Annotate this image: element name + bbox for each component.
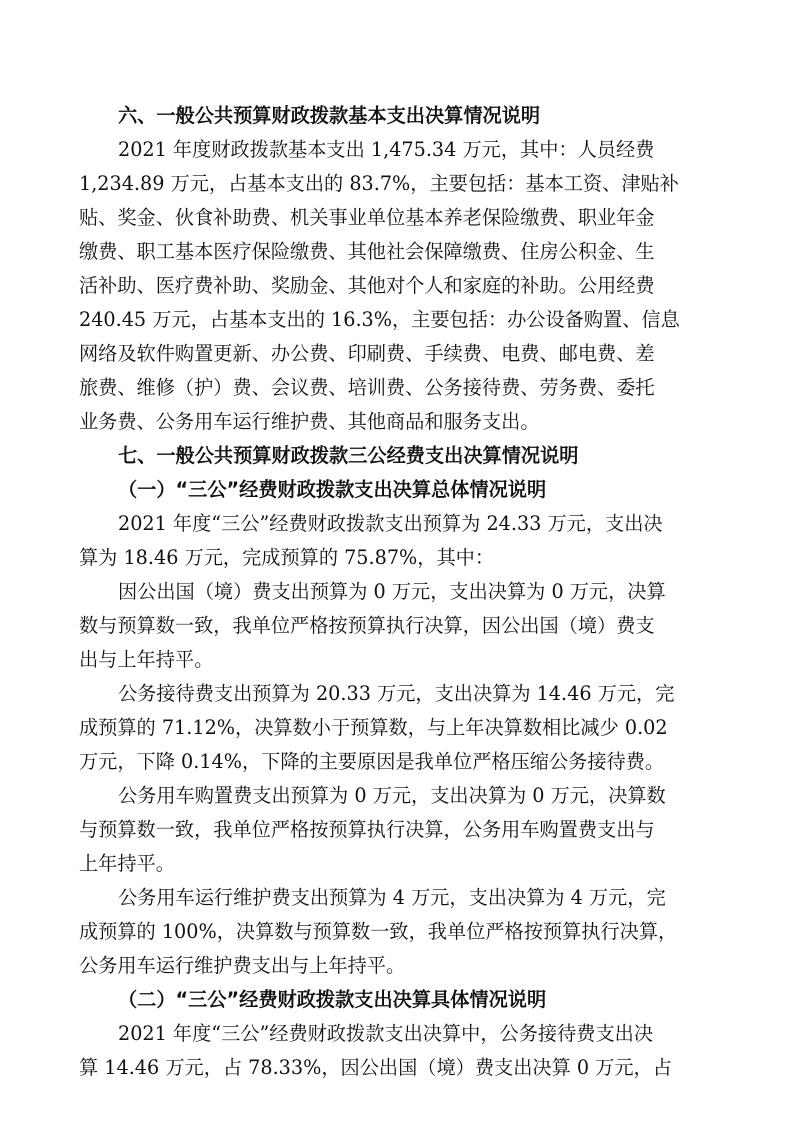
section-heading-7: 七、一般公共预算财政拨款三公经费支出决算情况说明 xyxy=(118,444,579,467)
paragraph-line: 出与上年持平。 xyxy=(79,648,214,671)
paragraph-line: 240.45 万元，占基本支出的 16.3%，主要包括：办公设备购置、信息 xyxy=(79,308,680,331)
section-heading-6: 六、一般公共预算财政拨款基本支出决算情况说明 xyxy=(118,104,541,127)
paragraph-line: 业务费、公务用车运行维护费、其他商品和服务支出。 xyxy=(79,410,540,433)
paragraph-line: 2021 年度“三公”经费财政拨款支出预算为 24.33 万元，支出决 xyxy=(118,512,663,535)
paragraph-line: 数与预算数一致，我单位严格按预算执行决算，因公出国（境）费支 xyxy=(79,614,655,637)
paragraph-line: 公务接待费支出预算为 20.33 万元，支出决算为 14.46 万元，完 xyxy=(118,682,675,705)
paragraph-line: 与预算数一致，我单位严格按预算执行决算，公务用车购置费支出与 xyxy=(79,818,655,841)
paragraph-line: 公务用车购置费支出预算为 0 万元，支出决算为 0 万元，决算数 xyxy=(118,784,666,807)
paragraph-line: 成预算的 71.12%，决算数小于预算数，与上年决算数相比减少 0.02 xyxy=(79,716,668,739)
paragraph-line: 公务用车运行维护费支出与上年持平。 xyxy=(79,954,406,977)
paragraph-line: 算为 18.46 万元，完成预算的 75.87%，其中： xyxy=(79,546,495,569)
paragraph-line: 因公出国（境）费支出预算为 0 万元，支出决算为 0 万元，决算 xyxy=(118,580,666,603)
paragraph-line: 2021 年度财政拨款基本支出 1,475.34 万元，其中：人员经费 xyxy=(118,138,655,161)
subsection-heading-2: （二）“三公”经费财政拨款支出决算具体情况说明 xyxy=(118,988,547,1011)
paragraph-line: 2021 年度“三公”经费财政拨款支出决算中，公务接待费支出决 xyxy=(118,1022,654,1045)
paragraph-line: 缴费、职工基本医疗保险缴费、其他社会保障缴费、住房公积金、生 xyxy=(79,240,655,263)
paragraph-line: 1,234.89 万元，占基本支出的 83.7%，主要包括：基本工资、津贴补 xyxy=(79,172,679,195)
paragraph-line: 上年持平。 xyxy=(79,852,175,875)
paragraph-line: 贴、奖金、伙食补助费、机关事业单位基本养老保险缴费、职业年金 xyxy=(79,206,655,229)
subsection-heading-1: （一）“三公”经费财政拨款支出决算总体情况说明 xyxy=(118,478,547,501)
paragraph-line: 公务用车运行维护费支出预算为 4 万元，支出决算为 4 万元，完 xyxy=(118,886,666,909)
paragraph-line: 旅费、维修（护）费、会议费、培训费、公务接待费、劳务费、委托 xyxy=(79,376,655,399)
paragraph-line: 活补助、医疗费补助、奖励金、其他对个人和家庭的补助。公用经费 xyxy=(79,274,655,297)
paragraph-line: 成预算的 100%，决算数与预算数一致，我单位严格按预算执行决算， xyxy=(79,920,678,943)
paragraph-line: 万元，下降 0.14%，下降的主要原因是我单位严格压缩公务接待费。 xyxy=(79,750,665,773)
paragraph-line: 网络及软件购置更新、办公费、印刷费、手续费、电费、邮电费、差 xyxy=(79,342,655,365)
paragraph-line: 算 14.46 万元，占 78.33%，因公出国（境）费支出决算 0 万元，占 xyxy=(79,1056,672,1079)
